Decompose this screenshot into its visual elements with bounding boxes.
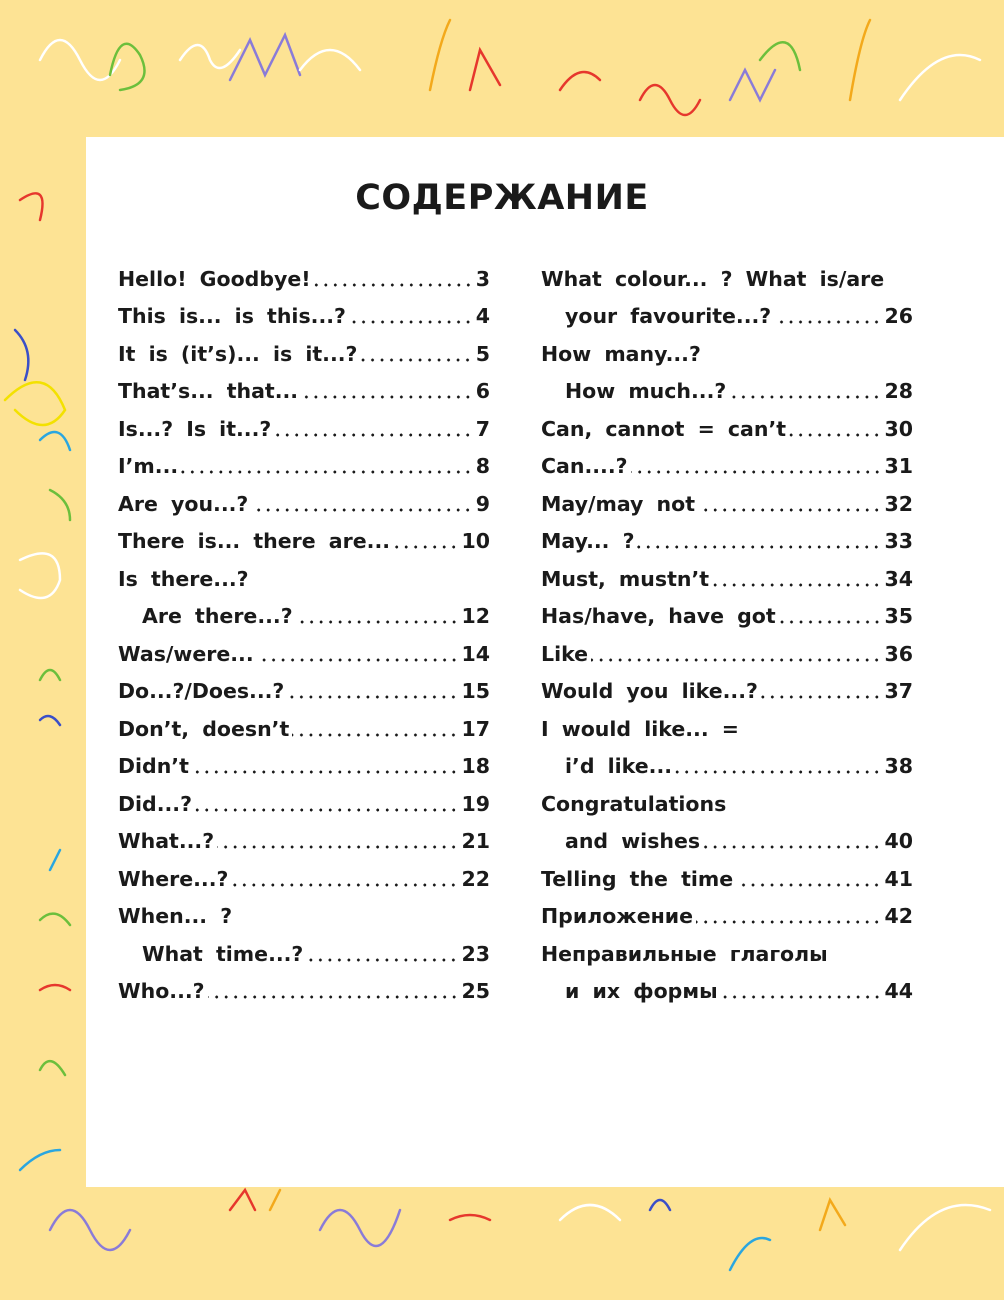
dot-leader <box>251 507 472 513</box>
toc-entry-page-number: 31 <box>884 454 913 479</box>
toc-entry-page-number: 15 <box>461 679 490 704</box>
toc-entry-title: I would like... = <box>541 716 739 741</box>
toc-entry-title: When... ? <box>118 904 233 929</box>
toc-entry <box>541 860 913 898</box>
toc-entry-title: и их формы <box>565 979 718 1004</box>
dot-leader <box>208 994 459 1000</box>
toc-entry-title: Неправильные глаголы <box>541 941 828 966</box>
toc-entry <box>541 410 913 448</box>
toc-entry <box>541 748 913 786</box>
toc-entry <box>541 598 913 636</box>
page-title: СОДЕРЖАНИЕ <box>355 178 649 218</box>
toc-entry-title: Can....? <box>541 454 628 479</box>
toc-entry-page-number: 44 <box>884 979 913 1004</box>
toc-entry <box>541 635 913 673</box>
toc-entry-title: and wishes <box>565 829 701 854</box>
toc-entry-title: Did...? <box>118 791 192 816</box>
toc-entry-title: It is (it’s)... is it...? <box>118 341 358 366</box>
toc-entry-title: What time...? <box>142 941 304 966</box>
toc-entry <box>118 635 490 673</box>
toc-entry-title: i’d like... <box>565 754 673 779</box>
toc-entry <box>118 823 490 861</box>
dot-leader <box>287 694 458 700</box>
toc-entry-page-number: 41 <box>884 866 913 891</box>
dot-leader <box>231 882 458 888</box>
toc-entry <box>541 335 913 373</box>
toc-entry-title: Приложение <box>541 904 694 929</box>
toc-entry-title: Can, cannot = can’t <box>541 416 787 441</box>
dot-leader <box>591 657 881 663</box>
toc-entry-title: Where...? <box>118 866 229 891</box>
toc-entry <box>118 898 490 936</box>
dot-leader <box>789 432 881 438</box>
toc-entry-title: I’m... <box>118 454 179 479</box>
dot-leader <box>274 432 472 438</box>
toc-entry-title: Has/have, have got <box>541 604 776 629</box>
toc-entry-page-number: 8 <box>475 454 490 479</box>
toc-entry-page-number: 28 <box>884 379 913 404</box>
toc-entry-page-number: 12 <box>461 604 490 629</box>
toc-entry-title: That’s... that... <box>118 379 299 404</box>
toc-entry-page-number: 5 <box>475 341 490 366</box>
toc-entry-page-number: 38 <box>884 754 913 779</box>
toc-entry-title: Would you like...? <box>541 679 758 704</box>
toc-entry <box>118 785 490 823</box>
dot-leader <box>314 282 473 288</box>
dot-leader <box>779 619 882 625</box>
toc-entry-title: Is there...? <box>118 566 249 591</box>
toc-entry-page-number: 35 <box>884 604 913 629</box>
dot-leader <box>703 844 881 850</box>
toc-entry-title: Must, mustn’t <box>541 566 710 591</box>
dot-leader <box>192 769 459 775</box>
dot-leader <box>360 357 472 363</box>
toc-entry-page-number: 18 <box>461 754 490 779</box>
dot-leader <box>637 544 881 550</box>
toc-entry <box>118 598 490 636</box>
dot-leader <box>349 319 473 325</box>
toc-entry <box>541 260 913 298</box>
toc-entry <box>118 485 490 523</box>
toc-entry-title: This is... is this...? <box>118 304 346 329</box>
dot-leader <box>774 319 881 325</box>
toc-entry-page-number: 21 <box>461 829 490 854</box>
toc-entry-title: How much...? <box>565 379 727 404</box>
toc-entry-title: Do...?/Does...? <box>118 679 285 704</box>
toc-entry-page-number: 40 <box>884 829 913 854</box>
toc-entry-title: Don’t, doesn’t <box>118 716 290 741</box>
toc-entry-title: Hello! Goodbye! <box>118 266 311 291</box>
toc-entry-page-number: 26 <box>884 304 913 329</box>
toc-entry <box>118 298 490 336</box>
dot-leader <box>631 469 882 475</box>
toc-entry-title: Are you...? <box>118 491 249 516</box>
toc-entry-page-number: 17 <box>461 716 490 741</box>
toc-entry <box>541 523 913 561</box>
toc-entry-title: May... ? <box>541 529 635 554</box>
toc-entry-title: Congratulations <box>541 791 727 816</box>
toc-entry <box>118 560 490 598</box>
toc-entry <box>118 973 490 1011</box>
toc-entry-page-number: 34 <box>884 566 913 591</box>
dot-leader <box>393 544 458 550</box>
toc-entry <box>118 448 490 486</box>
toc-entry-page-number: 7 <box>475 416 490 441</box>
toc-entry <box>541 898 913 936</box>
toc-entry-page-number: 10 <box>461 529 490 554</box>
toc-entry-title: Are there...? <box>142 604 293 629</box>
toc-entry <box>118 260 490 298</box>
toc-entry-page-number: 14 <box>461 641 490 666</box>
toc-entry-title: May/may not <box>541 491 695 516</box>
toc-entry-title: Telling the time <box>541 866 734 891</box>
toc-entry <box>541 935 913 973</box>
toc-entry <box>541 823 913 861</box>
toc-entry-title: What...? <box>118 829 215 854</box>
toc-entry <box>541 710 913 748</box>
dot-leader <box>729 394 881 400</box>
dot-leader <box>306 957 458 963</box>
toc-entry <box>541 560 913 598</box>
toc-left-column <box>118 260 490 1010</box>
dot-leader <box>712 582 881 588</box>
toc-entry <box>118 860 490 898</box>
toc-entry-page-number: 32 <box>884 491 913 516</box>
dot-leader <box>696 919 881 925</box>
toc-entry-page-number: 9 <box>475 491 490 516</box>
toc-entry-title: Like <box>541 641 589 666</box>
toc-entry-title: There is... there are... <box>118 529 391 554</box>
toc-entry-page-number: 30 <box>884 416 913 441</box>
toc-entry-page-number: 23 <box>461 941 490 966</box>
toc-entry <box>541 298 913 336</box>
toc-entry-page-number: 37 <box>884 679 913 704</box>
toc-entry-page-number: 33 <box>884 529 913 554</box>
toc-entry <box>118 935 490 973</box>
toc-entry-page-number: 22 <box>461 866 490 891</box>
dot-leader <box>698 507 881 513</box>
toc-entry <box>118 748 490 786</box>
toc-entry-title: Is...? Is it...? <box>118 416 272 441</box>
toc-entry <box>118 710 490 748</box>
toc-entry-page-number: 4 <box>475 304 490 329</box>
toc-entry-title: Was/were... <box>118 641 254 666</box>
toc-entry-title: What colour... ? What is/are <box>541 266 885 291</box>
toc-entry <box>118 373 490 411</box>
dot-leader <box>257 657 459 663</box>
dot-leader <box>721 994 882 1000</box>
toc-entry-page-number: 6 <box>475 379 490 404</box>
dot-leader <box>296 619 459 625</box>
toc-entry-title: How many...? <box>541 341 701 366</box>
toc-entry <box>541 785 913 823</box>
toc-entry-title: Who...? <box>118 979 205 1004</box>
dot-leader <box>761 694 882 700</box>
dot-leader <box>217 844 458 850</box>
toc-entry <box>541 485 913 523</box>
toc-entry <box>541 973 913 1011</box>
toc-entry-page-number: 25 <box>461 979 490 1004</box>
dot-leader <box>675 769 881 775</box>
toc-entry <box>118 410 490 448</box>
dot-leader <box>736 882 881 888</box>
dot-leader <box>195 807 458 813</box>
toc-entry-title: your favourite...? <box>565 304 772 329</box>
toc-right-column <box>541 260 913 1010</box>
toc-entry <box>541 673 913 711</box>
toc-entry <box>118 523 490 561</box>
toc-entry <box>118 335 490 373</box>
toc-entry <box>541 448 913 486</box>
toc-entry-page-number: 3 <box>475 266 490 291</box>
toc-entry-page-number: 19 <box>461 791 490 816</box>
toc-entry <box>118 673 490 711</box>
toc-entry-page-number: 36 <box>884 641 913 666</box>
toc-entry-page-number: 42 <box>884 904 913 929</box>
toc-entry-title: Didn’t <box>118 754 189 779</box>
dot-leader <box>181 469 473 475</box>
toc-entry <box>541 373 913 411</box>
dot-leader <box>301 394 473 400</box>
dot-leader <box>292 732 458 738</box>
